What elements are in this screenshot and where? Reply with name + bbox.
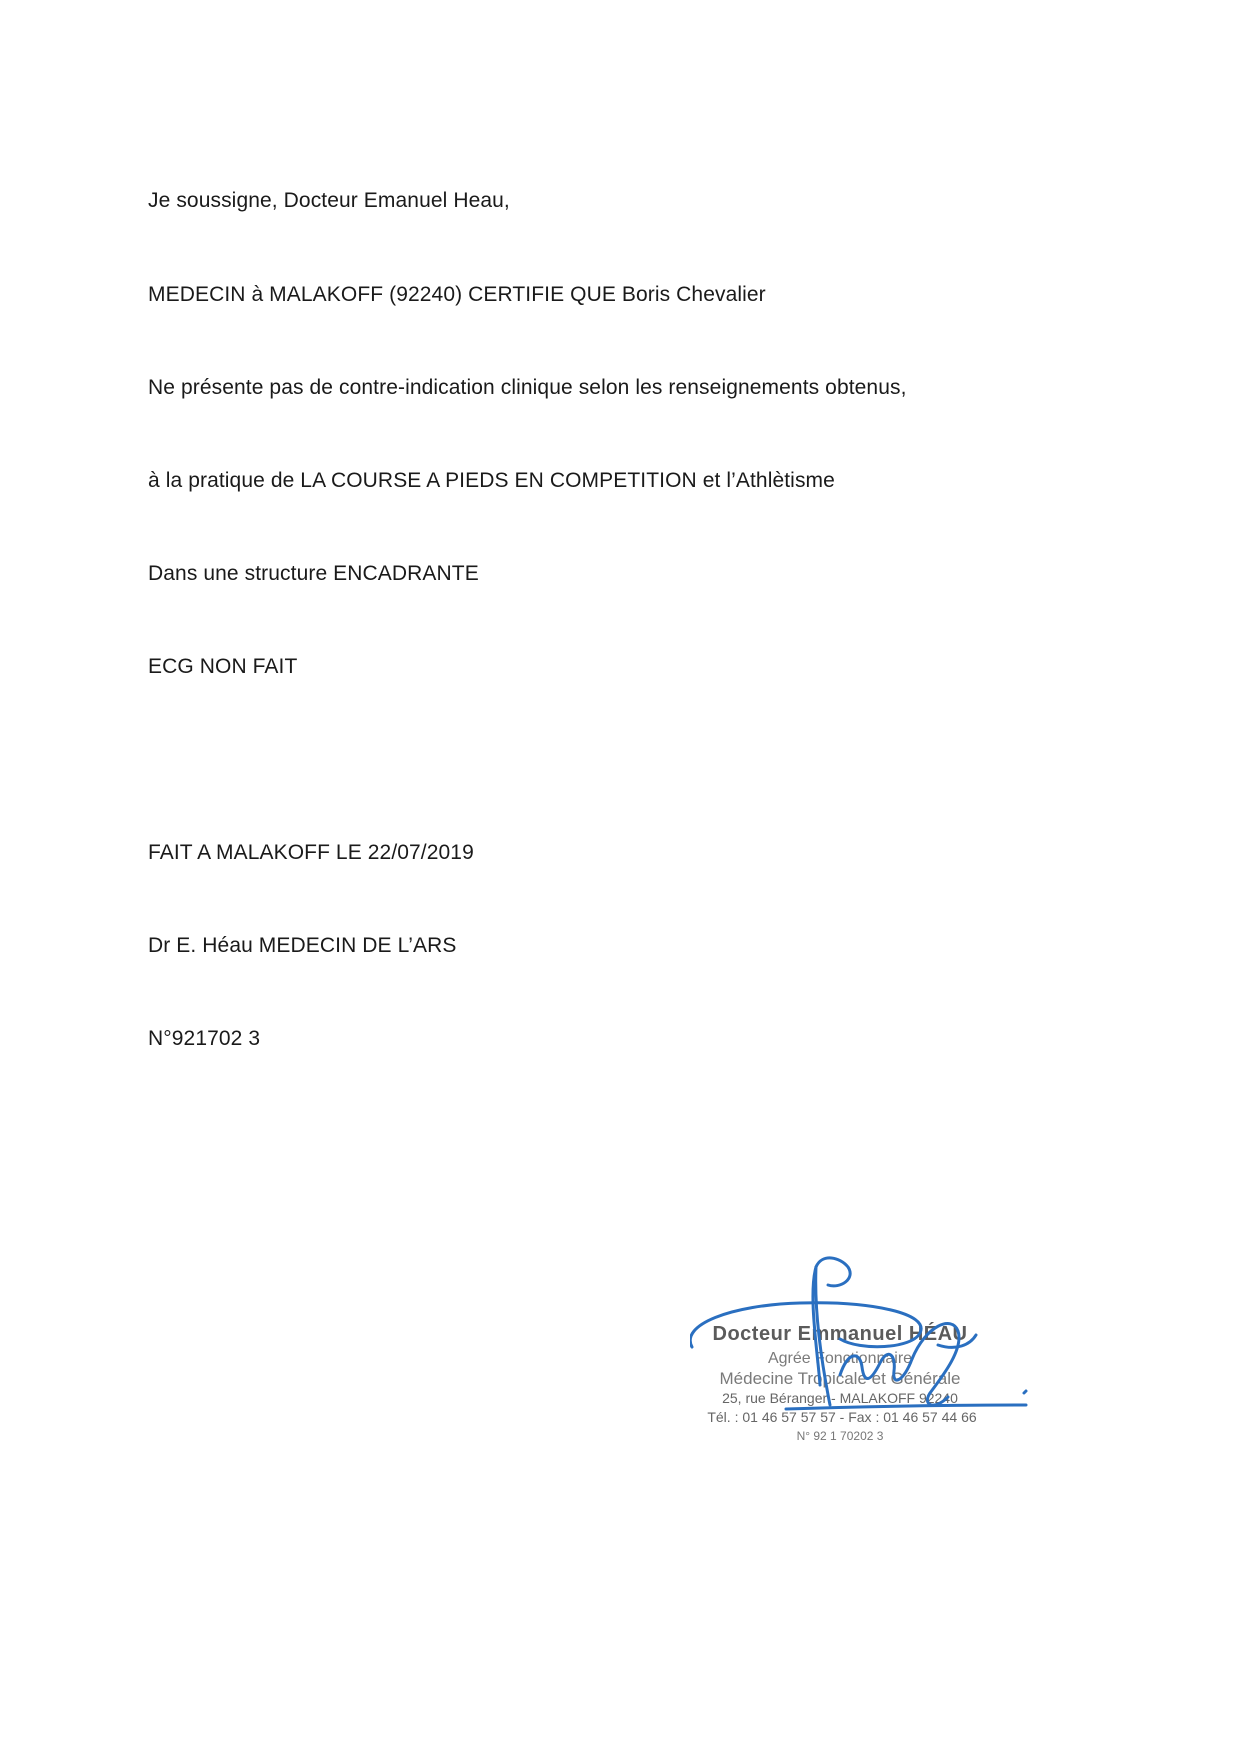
stamp-name: Docteur Emmanuel HÉAU bbox=[712, 1323, 968, 1345]
stamp-address: 25, rue Béranger - MALAKOFF 92240 bbox=[722, 1390, 958, 1406]
ecg-status-line: ECG NON FAIT bbox=[148, 655, 298, 678]
stamp-specialty: Médecine Tropicale et Générale bbox=[719, 1369, 961, 1388]
no-contraindication-line: Ne présente pas de contre-indication clinique selon les renseignements obtenus, bbox=[148, 376, 907, 399]
stamp-number: N° 92 1 70202 3 bbox=[796, 1429, 884, 1443]
registration-number-line: N°921702 3 bbox=[148, 1027, 261, 1050]
doctor-signature-line: Dr E. Héau MEDECIN DE L’ARS bbox=[148, 934, 457, 957]
stamp-role: Agrée Fonctionnaire bbox=[767, 1350, 913, 1367]
doctor-intro-line: Je soussigne, Docteur Emanuel Heau, bbox=[148, 189, 510, 212]
stamp-phone: Tél. : 01 46 57 57 57 - Fax : 01 46 57 44 66 bbox=[707, 1409, 977, 1425]
doctor-location-line: MEDECIN à MALAKOFF (92240) CERTIFIE QUE Boris Chevalier bbox=[148, 283, 766, 306]
sport-practice-line: à la pratique de LA COURSE A PIEDS EN COMPETITION et l’Athlètisme bbox=[148, 469, 835, 492]
place-date-line: FAIT A MALAKOFF LE 22/07/2019 bbox=[148, 841, 474, 864]
doctor-stamp bbox=[690, 1255, 1050, 1475]
structure-line: Dans une structure ENCADRANTE bbox=[148, 562, 479, 585]
